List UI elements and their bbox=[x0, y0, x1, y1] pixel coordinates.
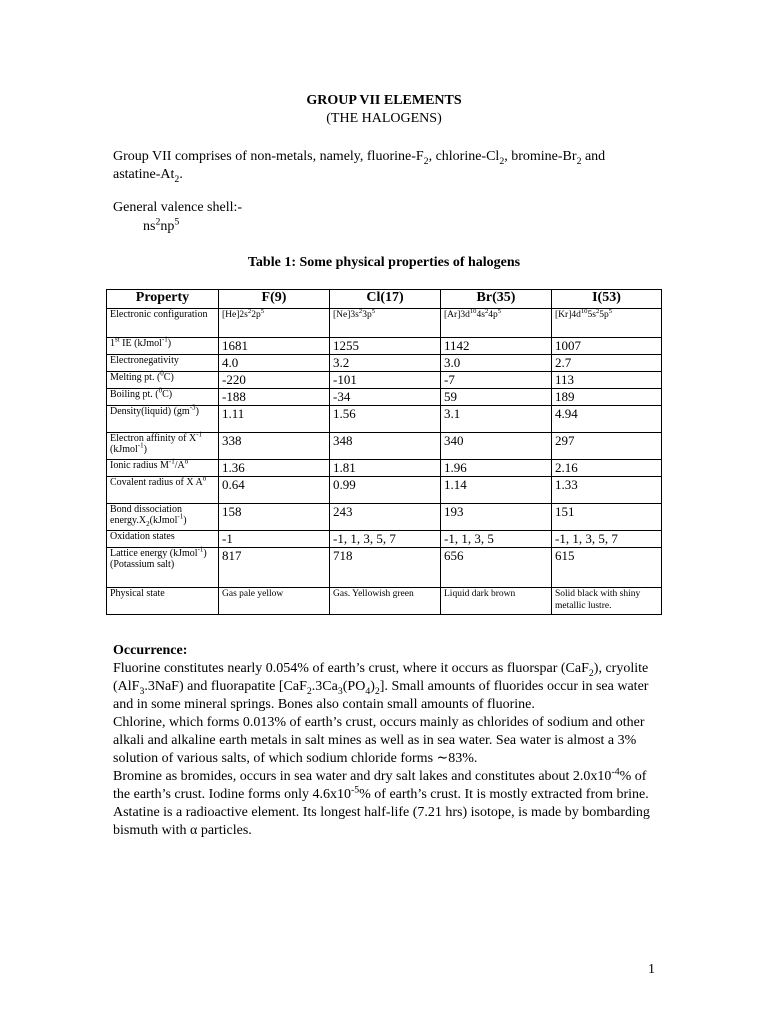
occurrence-paragraph-bromine-iodine: Bromine as bromides, occurs in sea water and dry salt lakes and constitutes about $2.0x10^{-4}\%$ of the earth’s crust. Iodine forms only $4.6x10^{-5}\%$ of earth’s crust. It is mostly extracted from brine. Astatine is a radioactive element. Its longest half-life (7.21 hrs) isotope, is made by bombarding bismuth with α particles. bbox=[113, 766, 650, 838]
property-label: Electronic configuration bbox=[107, 309, 219, 338]
column-header: F(9) bbox=[219, 290, 330, 309]
table-cell: 1.11 bbox=[219, 406, 330, 433]
table-row bbox=[107, 460, 662, 477]
table-cell: 348 bbox=[330, 433, 441, 460]
intro-text: , bromine-Br bbox=[504, 149, 577, 164]
table-cell: $[Ar]3d^{10}4s^24p^5$ bbox=[441, 309, 552, 338]
property-label: Electron affinity of $X^{-1}$ (kJmol$^{-1}$) bbox=[107, 433, 219, 460]
table-cell: 59 bbox=[441, 389, 552, 406]
table-cell: 243 bbox=[330, 504, 441, 531]
formula-part: ns bbox=[143, 219, 156, 234]
table-cell: 718 bbox=[330, 548, 441, 588]
table-cell: 3.2 bbox=[330, 355, 441, 372]
table-cell: 1.81 bbox=[330, 460, 441, 477]
table-cell: -101 bbox=[330, 372, 441, 389]
table-cell: 1.36 bbox=[219, 460, 330, 477]
page-title: GROUP VII ELEMENTS bbox=[306, 93, 462, 108]
table-cell: 1007 bbox=[552, 338, 662, 355]
table-cell: -188 bbox=[219, 389, 330, 406]
intro-paragraph bbox=[113, 148, 653, 184]
table-row bbox=[107, 588, 662, 615]
table-cell: 1142 bbox=[441, 338, 552, 355]
intro-text: . bbox=[179, 167, 183, 182]
table-cell: Liquid dark brown bbox=[441, 588, 552, 615]
property-label: 1st IE (kJmol$^{-1}$) bbox=[107, 338, 219, 355]
table-row bbox=[107, 372, 662, 389]
superscript: 5 bbox=[174, 216, 180, 228]
table-cell: 2.16 bbox=[552, 460, 662, 477]
superscript: 2 bbox=[155, 216, 161, 228]
table-cell: 0.99 bbox=[330, 477, 441, 504]
property-label: Density(liquid) $(gm^{-3})$ bbox=[107, 406, 219, 433]
page-number: 1 bbox=[648, 962, 655, 977]
table-cell: 817 bbox=[219, 548, 330, 588]
property-label: Covalent radius of X $A^o$ bbox=[107, 477, 219, 504]
table-row bbox=[107, 355, 662, 372]
valence-shell-label: General valence shell:- bbox=[113, 200, 243, 215]
table-cell: 3.1 bbox=[441, 406, 552, 433]
property-label: Electronegativity bbox=[107, 355, 219, 372]
property-label: Oxidation states bbox=[107, 531, 219, 548]
property-label: Lattice energy (kJmol$^{-1}$) (Potassium salt) bbox=[107, 548, 219, 588]
table-cell: -220 bbox=[219, 372, 330, 389]
table-cell: 0.64 bbox=[219, 477, 330, 504]
property-label: Ionic radius $M^{-1}/A^o$ bbox=[107, 460, 219, 477]
subscript: 2 bbox=[576, 155, 582, 167]
table-cell: 193 bbox=[441, 504, 552, 531]
column-header: Br(35) bbox=[441, 290, 552, 309]
table-row bbox=[107, 406, 662, 433]
table-cell: -1, 1, 3, 5 bbox=[441, 531, 552, 548]
valence-shell-formula bbox=[143, 216, 180, 235]
property-label: Bond dissociation $energy.X_2(kJmol^{-1})$ bbox=[107, 504, 219, 531]
table-cell: 338 bbox=[219, 433, 330, 460]
table-row bbox=[107, 309, 662, 338]
table-cell: 297 bbox=[552, 433, 662, 460]
table-row bbox=[107, 338, 662, 355]
table-cell: 1681 bbox=[219, 338, 330, 355]
table-cell: 656 bbox=[441, 548, 552, 588]
table-cell: 4.94 bbox=[552, 406, 662, 433]
column-header: Property bbox=[107, 290, 219, 309]
intro-text: , chlorine-Cl bbox=[428, 149, 500, 164]
subscript: 2 bbox=[174, 173, 180, 185]
table-cell: 1.14 bbox=[441, 477, 552, 504]
table-cell: 1.33 bbox=[552, 477, 662, 504]
table-row bbox=[107, 477, 662, 504]
table-cell: 1255 bbox=[330, 338, 441, 355]
subscript: 2 bbox=[423, 155, 429, 167]
table-cell: 189 bbox=[552, 389, 662, 406]
property-label: Physical state bbox=[107, 588, 219, 615]
subscript: 2 bbox=[499, 155, 505, 167]
table-cell: 1.56 bbox=[330, 406, 441, 433]
page-subtitle: (THE HALOGENS) bbox=[326, 111, 442, 126]
column-header: I(53) bbox=[552, 290, 662, 309]
property-label: Boiling pt. ($^0$C) bbox=[107, 389, 219, 406]
property-label: Melting pt. ($^0$C) bbox=[107, 372, 219, 389]
table-row bbox=[107, 548, 662, 588]
column-header: Cl(17) bbox=[330, 290, 441, 309]
table-cell: 340 bbox=[441, 433, 552, 460]
table-cell: 2.7 bbox=[552, 355, 662, 372]
table-cell: $[Ne]3s^23p^5$ bbox=[330, 309, 441, 338]
table-cell: -1, 1, 3, 5, 7 bbox=[552, 531, 662, 548]
table-row bbox=[107, 504, 662, 531]
table-header-row bbox=[107, 290, 662, 309]
table-cell: 615 bbox=[552, 548, 662, 588]
occurrence-paragraph-fluorine: Fluorine constitutes nearly 0.054% of earth’s crust, where it occurs as fluorspar (CaF$_2$), cryolite (AlF$_3$.3NaF) and fluorapatite $[CaF_2.3Ca_3(PO_4)_2]$. Small amounts of fluorides occur in sea water and in some mineral springs. Bones also contain small amounts of fluorine. bbox=[113, 661, 649, 712]
table-cell: -34 bbox=[330, 389, 441, 406]
occurrence-paragraph-chlorine: Chlorine, which forms 0.013% of earth’s crust, occurs mainly as chlorides of sodium and other alkali and alkaline earth metals in salt mines as well as in sea water. Sea water is almost a 3% solution of various salts, of which sodium chloride forms ∼83%. bbox=[113, 715, 645, 766]
table-cell: $[He]2s^22p^5$ bbox=[219, 309, 330, 338]
table-cell: -1 bbox=[219, 531, 330, 548]
occurrence-section bbox=[113, 642, 658, 840]
intro-text: Group VII comprises of non-metals, namely, fluorine-F bbox=[113, 149, 424, 164]
table-cell: 151 bbox=[552, 504, 662, 531]
table-cell: 113 bbox=[552, 372, 662, 389]
table-cell: 1.96 bbox=[441, 460, 552, 477]
table-cell: -1, 1, 3, 5, 7 bbox=[330, 531, 441, 548]
table-cell: 3.0 bbox=[441, 355, 552, 372]
table-cell: Gas. Yellowish green bbox=[330, 588, 441, 615]
table-cell: $[Kr]4d^{10}5s^25p^5$ bbox=[552, 309, 662, 338]
formula-part: np bbox=[160, 219, 175, 234]
table-row bbox=[107, 433, 662, 460]
table-cell: -7 bbox=[441, 372, 552, 389]
table-cell: 4.0 bbox=[219, 355, 330, 372]
intro-text: and astatine-At bbox=[113, 149, 606, 182]
table-cell: Solid black with shiny metallic lustre. bbox=[552, 588, 662, 615]
occurrence-heading: Occurrence: bbox=[113, 643, 188, 658]
halogen-properties-table bbox=[106, 289, 662, 615]
table-cell: Gas pale yellow bbox=[219, 588, 330, 615]
table-cell: 158 bbox=[219, 504, 330, 531]
table-row bbox=[107, 531, 662, 548]
table-caption: Table 1: Some physical properties of halogens bbox=[247, 255, 521, 270]
